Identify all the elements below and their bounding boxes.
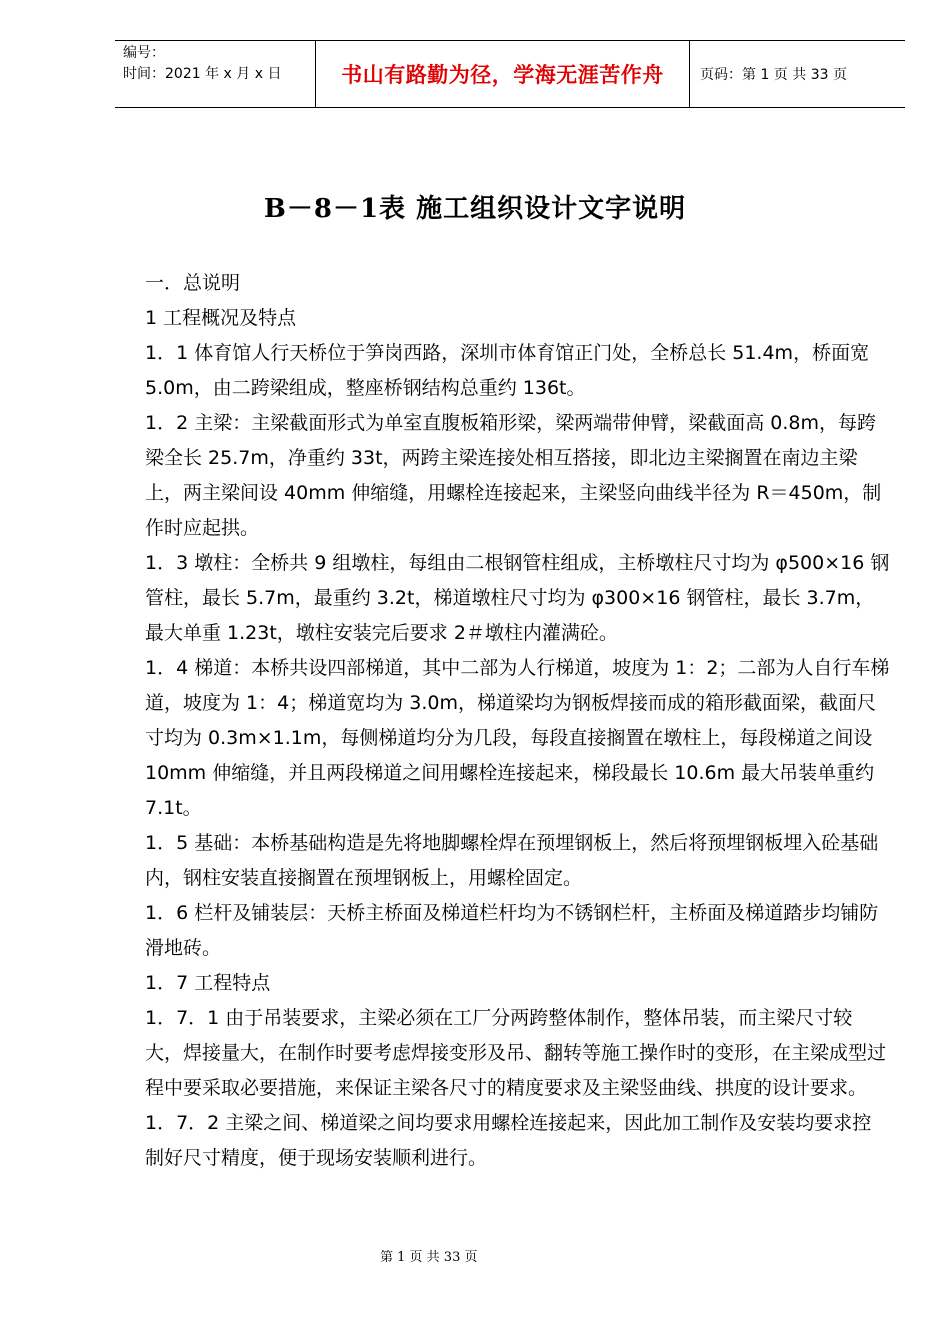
section-heading: 一．总说明 [145, 272, 241, 294]
paragraph: 1．7．2 主梁之间、梯道梁之间均要求用螺栓连接起来，因此加工制作及安装均要求控制好尺寸精度，便于现场安装顺利进行。 [145, 1112, 872, 1169]
paragraph: 1．2 主梁：主梁截面形式为单室直腹板箱形梁，梁两端带伸臂，梁截面高 0.8m，每跨梁全长 25.7m，净重约 33t，两跨主梁连接处相互搭接，即北边主梁搁置在南边主梁上，两主梁间设 40mm 伸缩缝，用螺栓连接起来，主梁竖向曲线半径为 R＝450m，制作时应起拱。 [145, 412, 882, 539]
header-time-label: 时间：2021 年 x 月 x 日 [123, 66, 282, 82]
paragraph: 1．3 墩柱：全桥共 9 组墩柱，每组由二根钢管柱组成，主桥墩柱尺寸均为 φ500×16 钢管柱，最长 5.7m，最重约 3.2t，梯道墩柱尺寸均为 φ300×16 钢管柱，最长 3.7m，最大单重 1.23t，墩柱安装完后要求 2＃墩柱内灌满砼。 [145, 552, 890, 644]
paragraph: 1．7．1 由于吊装要求，主梁必须在工厂分两跨整体制作，整体吊装，而主梁尺寸较大，焊接量大，在制作时要考虑焊接变形及吊、翻转等施工操作时的变形，在主梁成型过程中要采取必要措施，来保证主梁各尺寸的精度要求及主梁竖曲线、拱度的设计要求。 [145, 1007, 887, 1099]
document-body [145, 266, 890, 1176]
paragraph: 1．6 栏杆及铺装层：天桥主桥面及梯道栏杆均为不锈钢栏杆，主桥面及梯道踏步均铺防滑地砖。 [145, 902, 879, 959]
paragraph: 1．1 体育馆人行天桥位于笋岗西路，深圳市体育馆正门处，全桥总长 51.4m，桥面宽 5.0m，由二跨梁组成，整座桥钢结构总重约 136t。 [145, 342, 870, 399]
header-page-info: 页码：第 1 页 共 33 页 [700, 67, 847, 83]
subsection-heading: 1．7 工程特点 [145, 972, 271, 994]
page-footer: 第 1 页 共 33 页 [380, 1250, 478, 1265]
header-code-label: 编号： [123, 45, 165, 61]
header-motto: 书山有路勤为径，学海无涯苦作舟 [316, 41, 690, 107]
subsection-heading: 1 工程概况及特点 [145, 307, 297, 329]
header-meta [115, 41, 316, 107]
paragraph: 1．4 梯道：本桥共设四部梯道，其中二部为人行梯道，坡度为 1：2；二部为人自行车梯道，坡度为 1：4；梯道宽均为 3.0m，梯道梁均为钢板焊接而成的箱形截面梁，截面尺寸均为 0.3m×1.1m，每侧梯道均分为几段，每段直接搁置在墩柱上，每段梯道之间设 10mm 伸缩缝，并且两段梯道之间用螺栓连接起来，梯段最长 10.6m 最大吊装单重约 7.1t。 [145, 657, 890, 819]
paragraph: 1．5 基础：本桥基础构造是先将地脚螺栓焊在预埋钢板上，然后将预埋钢板埋入砼基础内，钢柱安装直接搁置在预埋钢板上，用螺栓固定。 [145, 832, 879, 889]
document-title: B－8－1表 施工组织设计文字说明 [263, 194, 687, 224]
page-header [115, 40, 905, 108]
